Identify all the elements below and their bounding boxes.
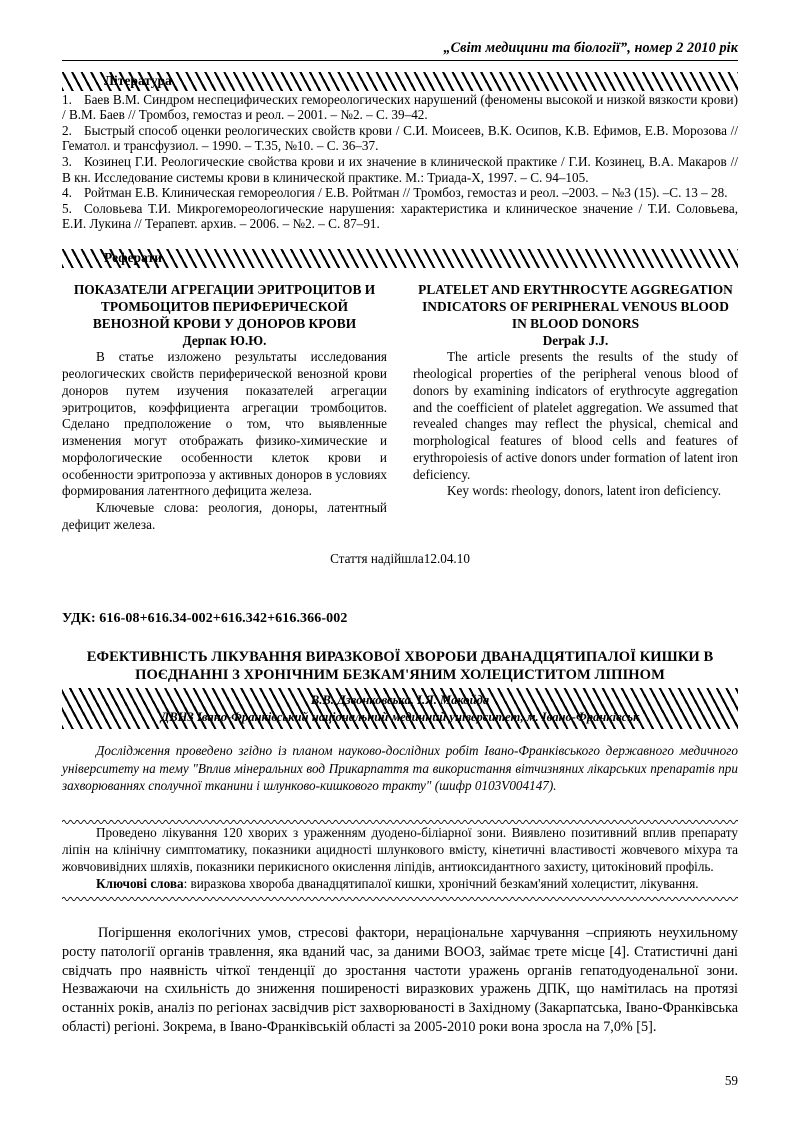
reference-number: 4. [62, 185, 72, 201]
reference-item [62, 92, 738, 123]
abstracts-container [62, 281, 738, 534]
article-affiliation: ДВНЗ Івано-Франківський національний медичний університет, м. Івано-Франківськ [160, 709, 640, 724]
article-authors: В.В. Дзвонковська, І.Я. Макойда [310, 692, 490, 707]
abstract-ru-body: В статье изложено результаты исследования реологических свойств периферической венозной крови доноров путем изучения показателей агрегации эритроцитов, коэффициента агрегации тромбоцитов. Сделано предположение о том, что выявленные изменения могут отображать физико-химические и морфологические особенности клеток крови и особенности эритропоэза у активных доноров в условиях формирования латентного дефицита железа. [62, 349, 387, 499]
literature-section-band [62, 72, 738, 91]
article-title: ЕФЕКТИВНІСТЬ ЛІКУВАННЯ ВИРАЗКОВОЇ ХВОРОБИ ДВАНАДЦЯТИПАЛОЇ КИШКИ В ПОЄДНАННІ З ХРОНІЧНИМ БЕЗКАМ'ЯНИМ ХОЛЕЦИСТИТОМ ЛІПІНОМ [86, 648, 714, 684]
received-date-line: Стаття надійшла12.04.10 [330, 550, 470, 566]
reference-text: Козинец Г.И. Реологические свойства крови и их значение в клинической практике / Г.И. Козинец, В.А. Макаров // В кн. Исследование системы крови в клинической практике. М.: Триада-Х, 1997. – С. 94–105. [62, 153, 738, 185]
reference-item [62, 154, 738, 185]
reference-number: 1. [62, 91, 72, 107]
abstract-en-keywords: Key words: rheology, donors, latent iron deficiency. [447, 483, 722, 499]
abstract-en-body: The article presents the results of the study of rheological properties of the peripheral venous blood of donors by examining indicators of erythrocyte aggregation and the coefficient of platelet aggregation. We assumed that revealed changes may reflect the physical, chemical and morphological features of blood cells and features of erythropoiesis of active donors under formation of latent iron deficiency. [413, 349, 738, 482]
abstract-english [413, 281, 738, 534]
article-summary-text: Проведено лікування 120 хворих з ураженням дуодено-біліарної зони. Виявлено позитивний вплив препарату ліпін на клінічну симптоматику, показники ацидності шлункового вмісту, кінетичні властивості жовчевого міхура та жовчовивідних шляхів, показники перикисного окислення ліпідів, антиоксидантного захисту, цитокіновий профіль. [62, 824, 738, 874]
article-keywords-label: Ключові слова [96, 875, 184, 891]
abstract-ru-title: ПОКАЗАТЕЛИ АГРЕГАЦИИ ЭРИТРОЦИТОВ И ТРОМБОЦИТОВ ПЕРИФЕРИЧЕСКОЙ ВЕНОЗНОЙ КРОВИ У ДОНОРОВ КРОВИ [73, 281, 376, 332]
abstract-en-title: PLATELET AND ERYTHROCYTE AGGREGATION INDICATORS OF PERIPHERAL VENOUS BLOOD IN BLOOD DONORS [418, 281, 733, 332]
article-summary-inner [62, 824, 738, 892]
journal-header-text: „Світ медицини та біології”, номер 2 2010 рік [443, 40, 738, 56]
reference-text: Быстрый способ оценки реологических свойств крови / С.И. Моисеев, В.К. Осипов, К.В. Ефимов, Е.В. Морозова // Гематол. и трансфузиол. – 1990. – Т.35, №10. – С. 36–37. [62, 122, 738, 154]
reference-number: 2. [62, 122, 72, 138]
udc-code: УДК: 616-08+616.34-002+616.342+616.366-002 [62, 610, 348, 626]
reference-item [62, 185, 738, 201]
abstract-ru-author: Дерпак Ю.Ю. [182, 333, 267, 349]
reference-text: Баев В.М. Синдром неспецифических гемореологических нарушений (феномены высокой и низкой вязкости крови) / В.М. Баев // Тромбоз, гемостаз и реол. – 2001. – №2. – С. 39–42. [62, 91, 738, 123]
funding-note: Дослідження проведено згідно із планом науково-дослідних робіт Івано-Франківського державного медичного університету на тему "Вплив мінеральних вод Прикарпаття та використання вітчизняних лікарських препаратів при захворюваннях сполучної тканини і шлунково-кишкового тракту" (шифр 0103V004147). [62, 743, 738, 794]
running-head [62, 0, 738, 61]
reference-text: Соловьева Т.И. Микрогемореологические нарушения: характеристика и клиническое значение / Т.И. Соловьева, Е.И. Лукина // Терапевт. архив. – 2006. – №2. – С. 87–91. [62, 200, 738, 232]
header-rule [62, 60, 738, 61]
abstract-russian [62, 281, 387, 534]
reference-number: 5. [62, 200, 72, 216]
literature-band-label: Література [104, 73, 172, 89]
article-keywords-text: : виразкова хвороба дванадцятипалої кишки, хронічний безкам'яний холецистит, лікування. [183, 875, 699, 891]
reference-number: 3. [62, 153, 72, 169]
authors-affiliation-lines [62, 688, 738, 729]
reference-text: Ройтман Е.В. Клиническая гемореология / Е.В. Ройтман // Тромбоз, гемостаз и реол. –2003. – №3 (15). –С. 13 – 28. [84, 185, 728, 201]
page-number: 59 [724, 1073, 738, 1088]
abstract-ru-keywords: Ключевые слова: реология, доноры, латентный дефицит железа. [62, 500, 387, 532]
article-body-paragraph: Погіршення екологічних умов, стресові фактори, нераціональне харчування –сприяють неухильному росту патології органів травлення, яка вданий час, за даними ВООЗ, займає трете місце [4]. Статистичні дані свідчать про наявність чіткої тенденції до зростання частоти уражень органів гепатодуоденальної зони. Незважаючи на схильність до зниження поширеності виразкових уражень ДПК, що намітилась на протязі останніх років, аналіз по регіонах засвідчив ріст захворюваності в Західному (Закарпатська, Івано-Франківська області) регіоні. Зокрема, в Івано-Франківській області за 2005-2010 роки вона зросла на 7,0% [5]. [62, 924, 738, 1036]
authors-affiliation-band [62, 688, 738, 729]
wavy-rule-bottom [62, 895, 738, 901]
reference-item [62, 123, 738, 154]
article-keywords-line [62, 875, 738, 892]
reference-item [62, 201, 738, 232]
abstracts-band-label: Реферати [104, 250, 162, 266]
abstracts-section-band [62, 249, 738, 268]
abstract-en-author: Derpak J.J. [542, 333, 609, 349]
article-summary-box [62, 811, 738, 906]
reference-list [62, 92, 738, 232]
